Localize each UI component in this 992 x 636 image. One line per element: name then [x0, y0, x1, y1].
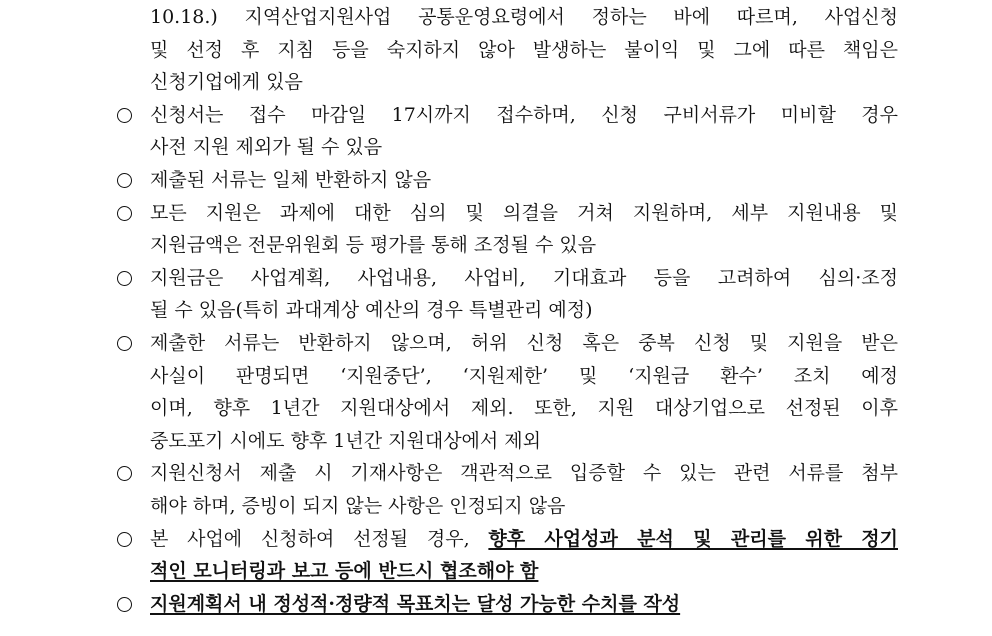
body-text: 모든 지원은 과제에 대한 심의 및 의결을 거쳐 지원하며, 세부 지원내용 및: [150, 201, 898, 224]
text-line: [150, 363, 898, 389]
text-line: [150, 297, 898, 323]
text-line: [150, 102, 898, 128]
body-text: 이며, 향후 1년간 지원대상에서 제외. 또한, 지원 대상기업으로 선정된 이후: [150, 397, 898, 420]
body-text: 해야 하며, 증빙이 되지 않는 사항은 인정되지 않음: [150, 495, 566, 517]
text-line: [150, 428, 898, 454]
body-text: 중도포기 시에도 향후 1년간 지원대상에서 제외: [150, 429, 542, 452]
body-text: 사실이 판명되면 ‘지원중단’, ‘지원제한’ 및 ‘지원금 환수’ 조치 예정: [150, 364, 898, 387]
text-line: [150, 558, 898, 584]
body-text: 제출된 서류는 일체 반환하지 않음: [150, 169, 432, 191]
bullet-circle-icon: [117, 173, 132, 188]
body-text: 신청서는 접수 마감일 17시까지 접수하며, 신청 구비서류가 미비할 경우: [150, 103, 898, 126]
body-text: 될 수 있음(특히 과대계상 예산의 경우 특별관리 예정): [150, 299, 593, 322]
text-line: [150, 330, 898, 356]
body-text: 사전 지원 제외가 될 수 있음: [150, 136, 383, 159]
bullet-circle-icon: [117, 466, 132, 481]
text-line: [150, 4, 898, 30]
body-text: 신청기업에게 있음: [150, 71, 303, 94]
text-line: [150, 232, 898, 258]
bullet-circle-icon: [117, 336, 132, 351]
bullet-circle-icon: [117, 108, 132, 123]
text-line: [150, 526, 898, 552]
emphasized-text: 지원계획서 내 정성적·정량적 목표치는 달성 가능한 수치를 작성: [150, 592, 681, 615]
bullet-circle-icon: [117, 532, 132, 547]
text-line: [150, 134, 898, 160]
text-line: [150, 460, 898, 486]
body-text: 지원금은 사업계획, 사업내용, 사업비, 기대효과 등을 고려하여 심의·조정: [150, 266, 898, 289]
text-line: [150, 493, 898, 519]
body-text: 및 선정 후 지침 등을 숙지하지 않아 발생하는 불이익 및 그에 따른 책임은: [150, 38, 898, 61]
emphasized-text: 향후 사업성과 분석 및 관리를 위한 정기: [488, 527, 898, 550]
body-text: 제출한 서류는 반환하지 않으며, 허위 신청 혹은 중복 신청 및 지원을 받은: [150, 332, 898, 354]
body-text: 지원신청서 제출 시 기재사항은 객관적으로 입증할 수 있는 관련 서류를 첨부: [150, 462, 898, 485]
bullet-circle-icon: [117, 271, 132, 286]
text-line: [150, 167, 898, 193]
body-text: 지원금액은 전문위원회 등 평가를 통해 조정될 수 있음: [150, 234, 597, 257]
text-line: [150, 200, 898, 226]
bullet-circle-icon: [117, 597, 132, 612]
emphasized-text: 적인 모니터링과 보고 등에 반드시 협조해야 함: [150, 560, 539, 583]
text-line: [150, 591, 898, 617]
text-line: [150, 69, 898, 95]
body-text: 10.18.) 지역산업지원사업 공통운영요령에서 정하는 바에 따르며, 사업신청: [150, 6, 898, 28]
bullet-circle-icon: [117, 206, 132, 221]
text-line: [150, 37, 898, 63]
text-line: [150, 395, 898, 421]
text-line: [150, 265, 898, 291]
body-text: 본 사업에 신청하여 선정될 경우,: [150, 527, 489, 550]
